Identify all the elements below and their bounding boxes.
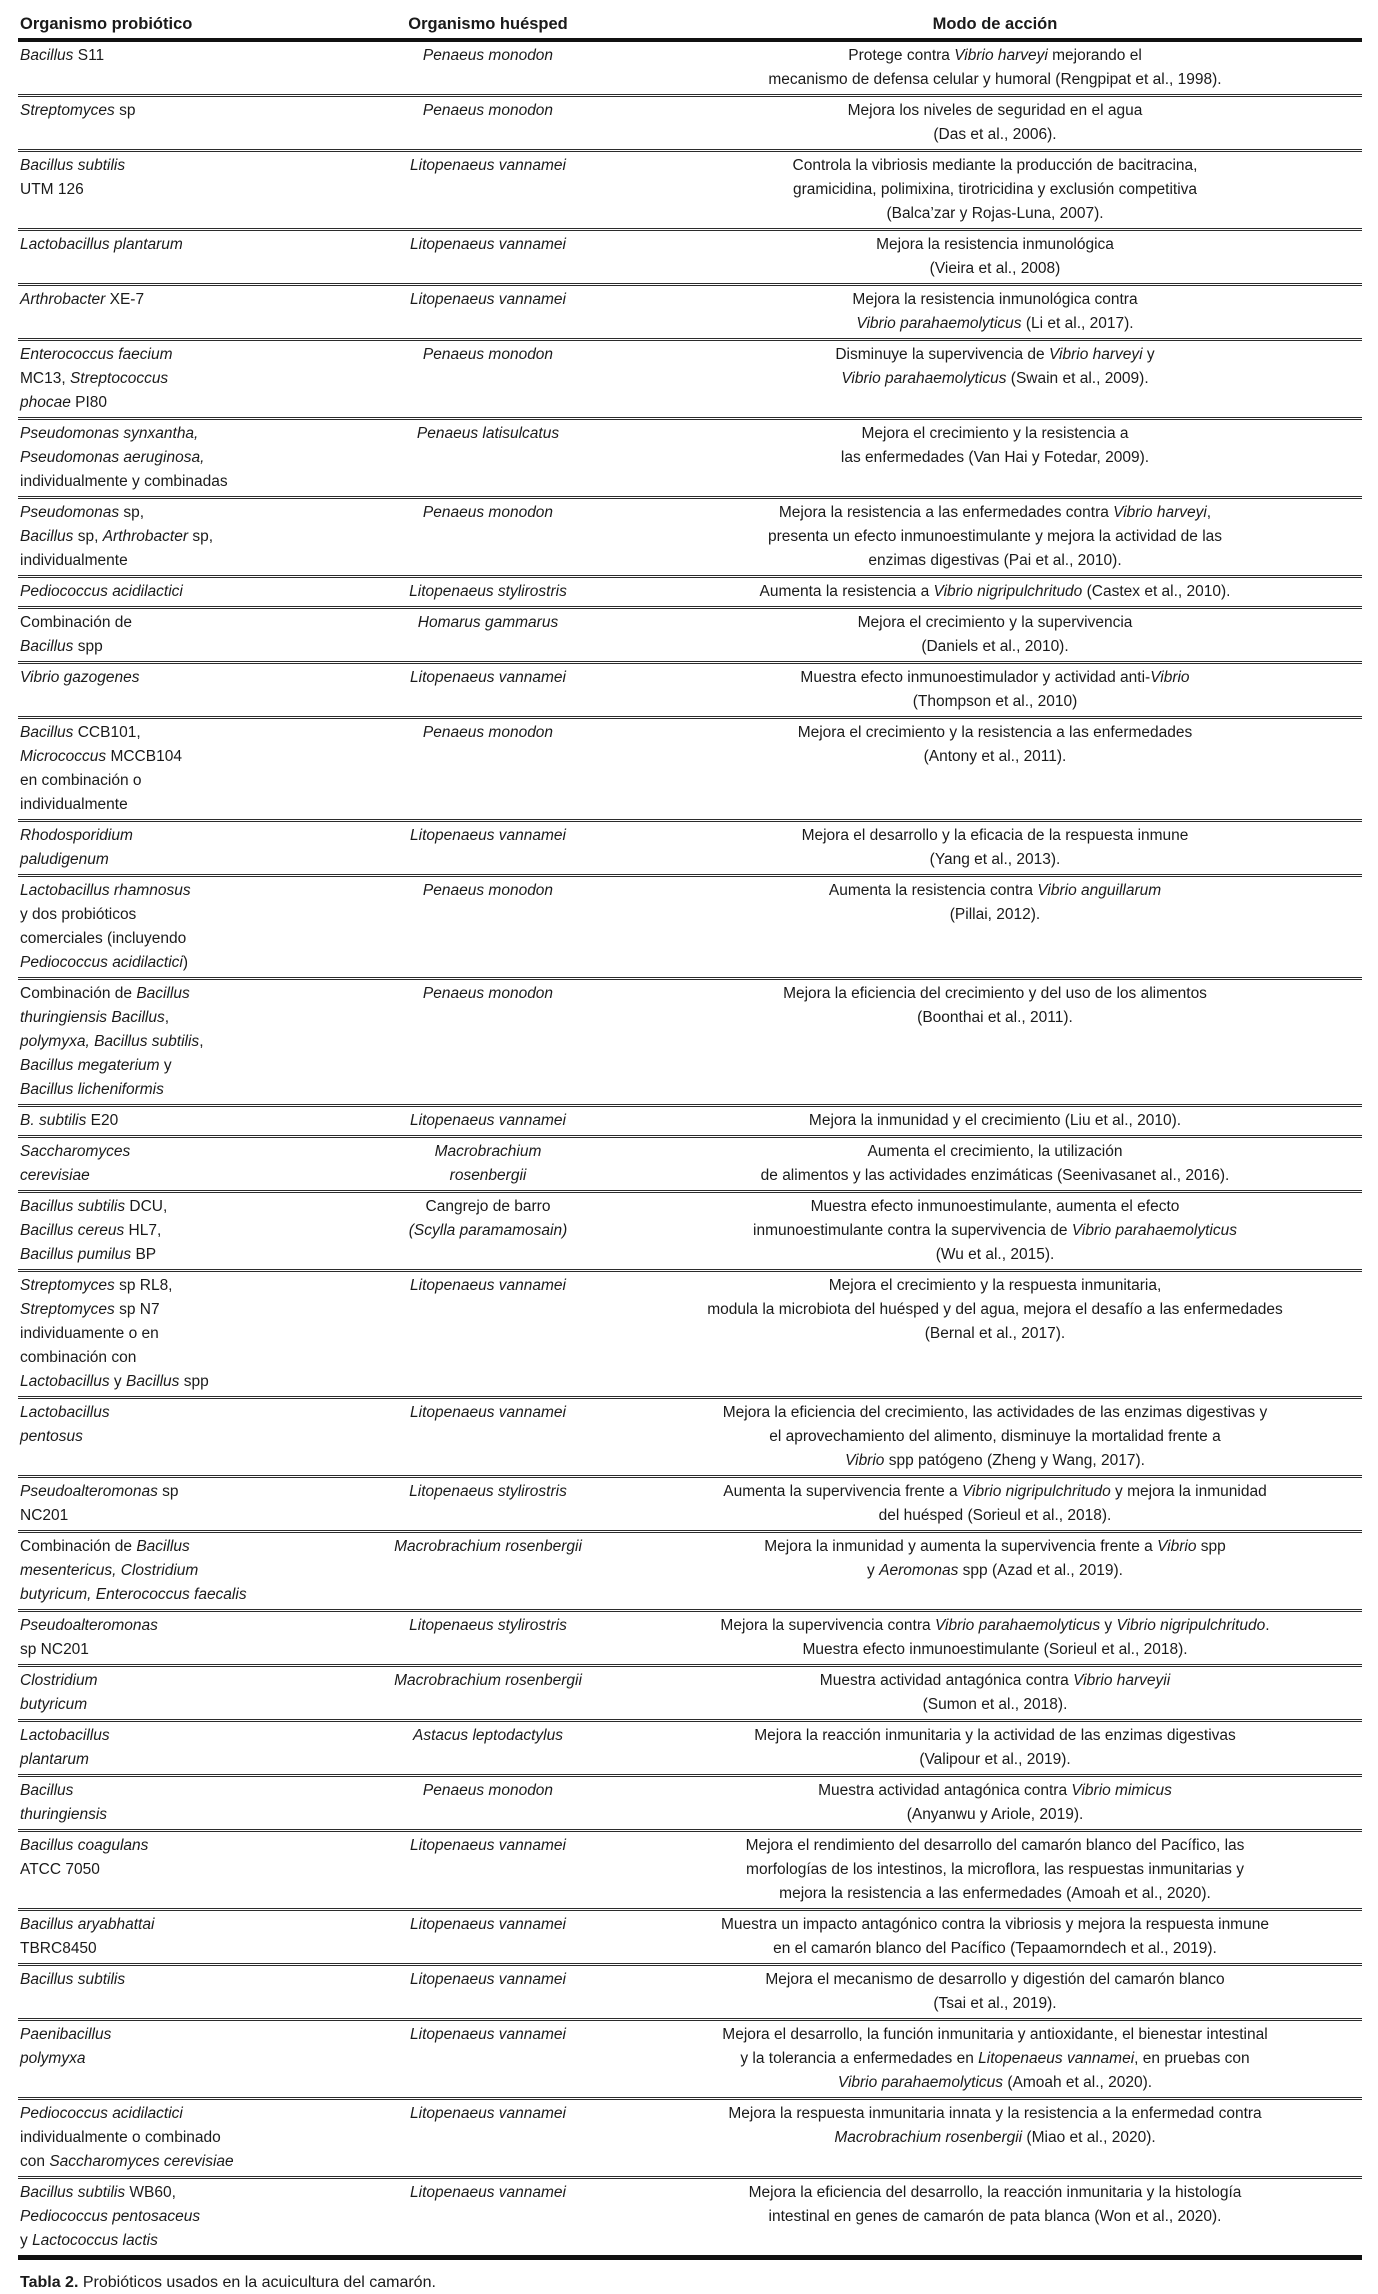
mode-cell: Controla la vibriosis mediante la producción de bacitracina, gramicidina, polimixina, tirotricidina y exclusión competitiva (Balca’zar y Rojas-Luna, 2007). [628,151,1362,230]
mode-cell: Muestra actividad antagónica contra Vibrio harveyii (Sumon et al., 2018). [628,1666,1362,1721]
mode-cell: Muestra efecto inmunoestimulador y actividad anti-Vibrio (Thompson et al., 2010) [628,663,1362,718]
host-cell: Litopenaeus vannamei [348,151,628,230]
table-row [18,230,1362,285]
table-row [18,1831,1362,1910]
mode-cell: Disminuye la supervivencia de Vibrio harveyi y Vibrio parahaemolyticus (Swain et al., 2009). [628,340,1362,419]
mode-cell: Muestra efecto inmunoestimulante, aumenta el efecto inmunoestimulante contra la supervivencia de Vibrio parahaemolyticus (Wu et al., 2015). [628,1192,1362,1271]
table-row [18,419,1362,498]
table-row [18,2178,1362,2258]
caption-text: Probióticos usados en la acuicultura del camarón. [78,2274,436,2291]
table-row [18,663,1362,718]
mode-cell: Mejora la inmunidad y el crecimiento (Liu et al., 2010). [628,1106,1362,1137]
mode-cell: Aumenta la resistencia a Vibrio nigripulchritudo (Castex et al., 2010). [628,577,1362,608]
mode-cell: Mejora el desarrollo, la función inmunitaria y antioxidante, el bienestar intestinal y la tolerancia a enfermedades en Litopenaeus vannamei, en pruebas con Vibrio parahaemolyticus (Amoah et al., 2020). [628,2020,1362,2099]
table-row [18,1271,1362,1398]
table-row [18,577,1362,608]
host-cell: Litopenaeus vannamei [348,2178,628,2258]
header-probiotic-organism: Organismo probiótico [18,12,348,40]
host-cell: Astacus leptodactylus [348,1721,628,1776]
mode-cell: Muestra un impacto antagónico contra la vibriosis y mejora la respuesta inmune en el camarón blanco del Pacífico (Tepaamorndech et al., 2019). [628,1910,1362,1965]
host-cell: Litopenaeus vannamei [348,1965,628,2020]
probiotic-cell: Pseudoalteromonas sp NC201 [18,1477,348,1532]
host-cell: Homarus gammarus [348,608,628,663]
table-row [18,1910,1362,1965]
mode-cell: Mejora la supervivencia contra Vibrio parahaemolyticus y Vibrio nigripulchritudo. Muestra efecto inmunoestimulante (Sorieul et al., 2018). [628,1611,1362,1666]
probiotic-cell: Vibrio gazogenes [18,663,348,718]
probiotic-cell: Lactobacillus plantarum [18,1721,348,1776]
mode-cell: Aumenta la supervivencia frente a Vibrio nigripulchritudo y mejora la inmunidad del huésped (Sorieul et al., 2018). [628,1477,1362,1532]
probiotic-cell: Combinación de Bacillus mesentericus, Clostridium butyricum, Enterococcus faecalis [18,1532,348,1611]
probiotic-cell: Paenibacillus polymyxa [18,2020,348,2099]
mode-cell: Muestra actividad antagónica contra Vibrio mimicus (Anyanwu y Ariole, 2019). [628,1776,1362,1831]
mode-cell: Mejora la reacción inmunitaria y la actividad de las enzimas digestivas (Valipour et al., 2019). [628,1721,1362,1776]
table-row [18,1532,1362,1611]
mode-cell: Protege contra Vibrio harveyi mejorando el mecanismo de defensa celular y humoral (Rengpipat et al., 1998). [628,40,1362,96]
host-cell: Litopenaeus vannamei [348,1398,628,1477]
mode-cell: Mejora el mecanismo de desarrollo y digestión del camarón blanco (Tsai et al., 2019). [628,1965,1362,2020]
probiotic-cell: Streptomyces sp RL8, Streptomyces sp N7 individuamente o en combinación con Lactobacillus y Bacillus spp [18,1271,348,1398]
table-row [18,498,1362,577]
table-row [18,40,1362,96]
mode-cell: Mejora los niveles de seguridad en el agua (Das et al., 2006). [628,96,1362,151]
host-cell: Litopenaeus stylirostris [348,1611,628,1666]
mode-cell: Mejora la resistencia inmunológica (Vieira et al., 2008) [628,230,1362,285]
probiotic-cell: Pediococcus acidilactici [18,577,348,608]
table-row [18,1477,1362,1532]
table-row [18,285,1362,340]
probiotic-cell: Combinación de Bacillus thuringiensis Bacillus, polymyxa, Bacillus subtilis, Bacillus megaterium y Bacillus licheniformis [18,979,348,1106]
caption-label: Tabla 2. [20,2274,79,2291]
host-cell: Litopenaeus stylirostris [348,577,628,608]
host-cell: Litopenaeus vannamei [348,230,628,285]
host-cell: Litopenaeus vannamei [348,1106,628,1137]
mode-cell: Mejora la eficiencia del crecimiento, las actividades de las enzimas digestivas y el aprovechamiento del alimento, disminuye la mortalidad frente a Vibrio spp patógeno (Zheng y Wang, 2017). [628,1398,1362,1477]
probiotic-cell: Lactobacillus pentosus [18,1398,348,1477]
probiotic-cell: Pseudomonas synxantha, Pseudomonas aeruginosa, individualmente y combinadas [18,419,348,498]
host-cell: Litopenaeus vannamei [348,1910,628,1965]
probiotic-cell: Pediococcus acidilactici individualmente o combinado con Saccharomyces cerevisiae [18,2099,348,2178]
table-row [18,1965,1362,2020]
table-row [18,1398,1362,1477]
probiotics-table [18,12,1362,2260]
header-host-organism: Organismo huésped [348,12,628,40]
host-cell: Litopenaeus vannamei [348,2099,628,2178]
table-row [18,151,1362,230]
table-row [18,1137,1362,1192]
mode-cell: Mejora el desarrollo y la eficacia de la respuesta inmune (Yang et al., 2013). [628,821,1362,876]
probiotic-cell: Enterococcus faecium MC13, Streptococcus phocae PI80 [18,340,348,419]
table-row [18,1666,1362,1721]
probiotic-cell: Rhodosporidium paludigenum [18,821,348,876]
probiotic-cell: Pseudoalteromonas sp NC201 [18,1611,348,1666]
mode-cell: Mejora la inmunidad y aumenta la supervivencia frente a Vibrio spp y Aeromonas spp (Azad et al., 2019). [628,1532,1362,1611]
probiotic-cell: Streptomyces sp [18,96,348,151]
mode-cell: Mejora el crecimiento y la resistencia a las enfermedades (Van Hai y Fotedar, 2009). [628,419,1362,498]
probiotic-cell: Lactobacillus rhamnosus y dos probióticos comerciales (incluyendo Pediococcus acidilactici) [18,876,348,979]
host-cell: Penaeus monodon [348,40,628,96]
host-cell: Litopenaeus vannamei [348,1831,628,1910]
table-row [18,1106,1362,1137]
mode-cell: Mejora el crecimiento y la supervivencia (Daniels et al., 2010). [628,608,1362,663]
mode-cell: Mejora la resistencia inmunológica contra Vibrio parahaemolyticus (Li et al., 2017). [628,285,1362,340]
host-cell: Litopenaeus vannamei [348,2020,628,2099]
host-cell: Litopenaeus vannamei [348,285,628,340]
mode-cell: Mejora el rendimiento del desarrollo del camarón blanco del Pacífico, las morfologías de los intestinos, la microflora, las respuestas inmunitarias y mejora la resistencia a las enfermedades (Amoah et al., 2020). [628,1831,1362,1910]
probiotic-cell: B. subtilis E20 [18,1106,348,1137]
table-body [18,40,1362,2258]
probiotic-cell: Bacillus subtilis WB60, Pediococcus pentosaceus y Lactococcus lactis [18,2178,348,2258]
table-row [18,821,1362,876]
header-mode-of-action: Modo de acción [628,12,1362,40]
mode-cell: Mejora la eficiencia del desarrollo, la reacción inmunitaria y la histología intestinal en genes de camarón de pata blanca (Won et al., 2020). [628,2178,1362,2258]
probiotic-cell: Saccharomyces cerevisiae [18,1137,348,1192]
host-cell: Penaeus monodon [348,718,628,821]
mode-cell: Aumenta la resistencia contra Vibrio anguillarum (Pillai, 2012). [628,876,1362,979]
mode-cell: Mejora la respuesta inmunitaria innata y la resistencia a la enfermedad contra Macrobrachium rosenbergii (Miao et al., 2020). [628,2099,1362,2178]
table-header [18,12,1362,40]
mode-cell: Mejora la eficiencia del crecimiento y del uso de los alimentos (Boonthai et al., 2011). [628,979,1362,1106]
host-cell: Penaeus monodon [348,1776,628,1831]
probiotic-cell: Bacillus subtilis UTM 126 [18,151,348,230]
table-row [18,1611,1362,1666]
probiotic-cell: Arthrobacter XE-7 [18,285,348,340]
table-row [18,1776,1362,1831]
probiotic-cell: Combinación de Bacillus spp [18,608,348,663]
host-cell: Macrobrachium rosenbergii [348,1137,628,1192]
table-row [18,96,1362,151]
table-row [18,608,1362,663]
host-cell: Litopenaeus vannamei [348,1271,628,1398]
probiotic-cell: Bacillus CCB101, Micrococcus MCCB104 en combinación o individualmente [18,718,348,821]
host-cell: Penaeus monodon [348,96,628,151]
table-row [18,718,1362,821]
mode-cell: Aumenta el crecimiento, la utilización de alimentos y las actividades enzimáticas (Seenivasanet al., 2016). [628,1137,1362,1192]
probiotic-cell: Bacillus thuringiensis [18,1776,348,1831]
probiotic-cell: Bacillus S11 [18,40,348,96]
host-cell: Penaeus latisulcatus [348,419,628,498]
mode-cell: Mejora el crecimiento y la respuesta inmunitaria, modula la microbiota del huésped y del agua, mejora el desafío a las enfermedades (Bernal et al., 2017). [628,1271,1362,1398]
mode-cell: Mejora la resistencia a las enfermedades contra Vibrio harveyi, presenta un efecto inmunoestimulante y mejora la actividad de las enzimas digestivas (Pai et al., 2010). [628,498,1362,577]
host-cell: Litopenaeus stylirostris [348,1477,628,1532]
table-row [18,979,1362,1106]
table-header-row [18,12,1362,40]
probiotic-cell: Bacillus subtilis DCU, Bacillus cereus HL7, Bacillus pumilus BP [18,1192,348,1271]
probiotic-cell: Clostridium butyricum [18,1666,348,1721]
host-cell: Litopenaeus vannamei [348,663,628,718]
host-cell: Penaeus monodon [348,498,628,577]
table-row [18,2099,1362,2178]
host-cell: Macrobrachium rosenbergii [348,1666,628,1721]
probiotic-cell: Lactobacillus plantarum [18,230,348,285]
host-cell: Macrobrachium rosenbergii [348,1532,628,1611]
table-row [18,1721,1362,1776]
mode-cell: Mejora el crecimiento y la resistencia a las enfermedades (Antony et al., 2011). [628,718,1362,821]
host-cell: Penaeus monodon [348,979,628,1106]
table-row [18,2020,1362,2099]
probiotic-cell: Bacillus coagulans ATCC 7050 [18,1831,348,1910]
probiotic-cell: Bacillus subtilis [18,1965,348,2020]
host-cell: Cangrejo de barro (Scylla paramamosain) [348,1192,628,1271]
host-cell: Penaeus monodon [348,340,628,419]
table-row [18,1192,1362,1271]
table-row [18,340,1362,419]
host-cell: Litopenaeus vannamei [348,821,628,876]
table-caption [20,2272,1362,2294]
table-row [18,876,1362,979]
probiotic-cell: Bacillus aryabhattai TBRC8450 [18,1910,348,1965]
probiotic-cell: Pseudomonas sp, Bacillus sp, Arthrobacter sp, individualmente [18,498,348,577]
host-cell: Penaeus monodon [348,876,628,979]
